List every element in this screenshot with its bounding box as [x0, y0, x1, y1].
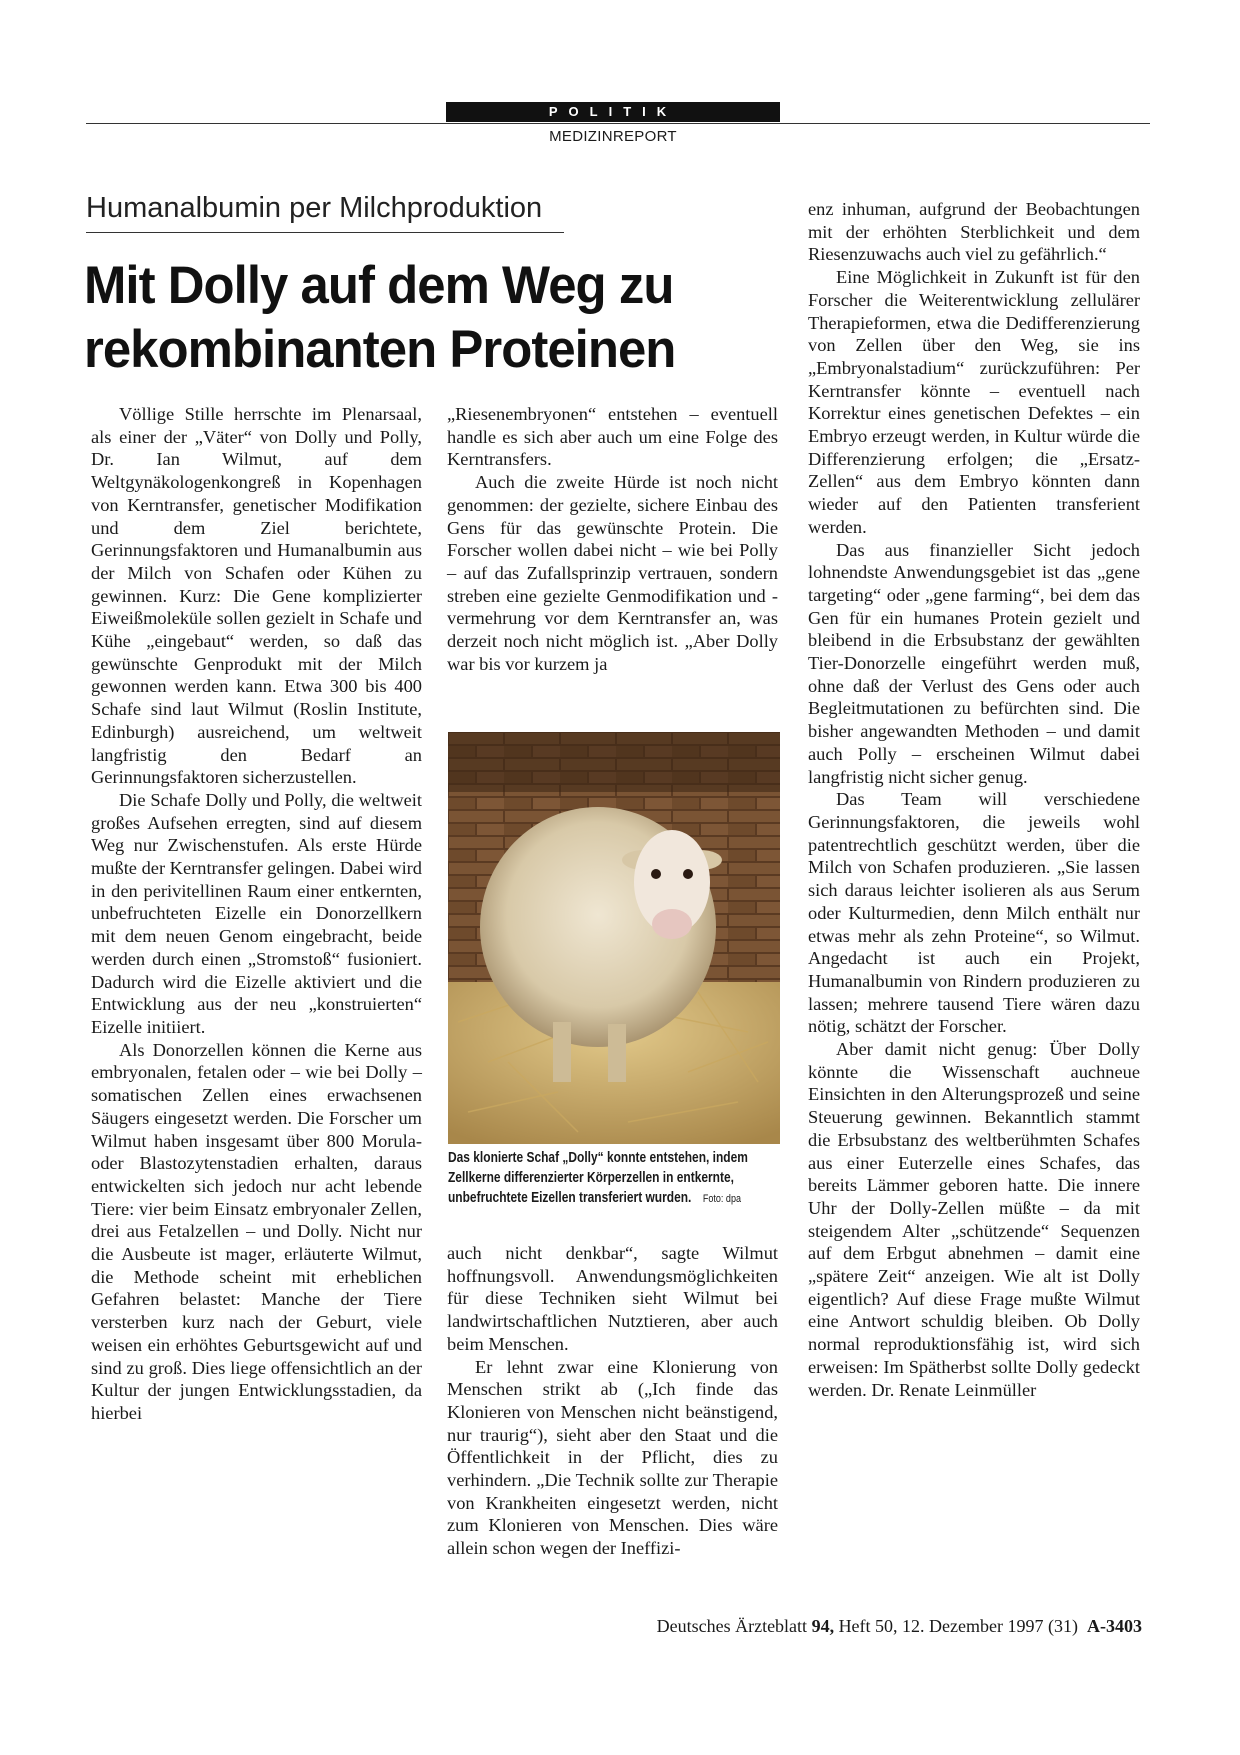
paragraph: enz inhuman, aufgrund der Beobachtungen mit der erhöhten Sterblichkeit und dem Riesenzuwachs auch viel zu gefährlich.“	[808, 199, 1140, 265]
paragraph: auch nicht denkbar“, sagte Wilmut hoffnungsvoll. Anwendungsmöglichkeiten für diese Techniken sieht Wilmut bei landwirtschaftlichen Nutztieren, aber auch beim Menschen.	[447, 1243, 778, 1354]
paragraph: Die Schafe Dolly und Polly, die weltweit großes Aufsehen erregten, sind auf diesem Weg nur Zwischenstufen. Als erste Hürde mußte der Kerntransfer gelingen. Dabei wird in den perivitellinen Raum einer entkernten, unbefruchteten Eizelle ein Donorzellkern mit dem neuen Genom eingebracht, beide werden durch einen „Stromstoß“ fusioniert. Dadurch wird die Eizelle aktiviert und die Entwicklung aus der neu „konstruierten“ Eizelle initiiert.	[91, 789, 422, 1037]
article-kicker: Humanalbumin per Milchproduktion	[86, 192, 543, 224]
paragraph: Auch die zweite Hürde ist noch nicht genommen: der gezielte, sichere Einbau des Gens für das gewünschte Protein. Die Forscher wollen dabei nicht – wie bei Polly – auf das Zufallsprinzip vertrauen, sondern streben eine gezielte Genmodifikation und -vermehrung vor dem Kerntransfer an, was derzeit noch nicht möglich ist. „Aber Dolly war bis vor kurzem ja	[447, 472, 778, 674]
paragraph: Völlige Stille herrschte im Plenarsaal, als einer der „Väter“ von Dolly und Polly, Dr. Ian Wilmut, auf dem Weltgynäkologenkongreß in Kopenhagen von Kerntransfer, genetischer Modifikation und dem Ziel berichtete, Gerinnungsfaktoren und Humanalbumin aus der Milch von Schafen oder Kühen zu gewinnen. Kurz: Die Gene komplizierter Eiweißmoleküle sollen gezielt in Schafe und Kühe „eingebaut“ werden, so daß das gewünschte Genprodukt mit der Milch gewonnen werden kann. Etwa 300 bis 400 Schafe sind laut Wilmut (Roslin Institute, Edinburgh) ausreichend, um weltweit langfristig den Bedarf an Gerinnungsfaktoren sicherzustellen.	[91, 404, 422, 788]
subsection-label: MEDIZINREPORT	[549, 128, 677, 145]
section-label: POLITIK	[446, 102, 780, 122]
page-number: A-3403	[1087, 1616, 1142, 1636]
photo-caption	[448, 1148, 783, 1209]
sheep-icon	[448, 732, 780, 1144]
paragraph: Er lehnt zwar eine Klonierung von Menschen strikt ab („Ich finde das Klonieren von Menschen nicht beänstigend, nur traurig“), sieht aber den Staat und die Öffentlichkeit in der Pflicht, dies zu verhindern. „Die Technik sollte zur Therapie von Krankheiten eingesetzt werden, nicht zum Klonieren von Menschen. Dies wäre allein schon wegen der Ineffizi-	[447, 1356, 778, 1559]
paragraph: Das aus finanzieller Sicht jedoch lohnendste Anwendungsgebiet ist das „gene targeting“ oder „gene farming“, bei dem das Gen für ein humanes Protein gezielt und bleibend in die Erbsubstanz der gewählten Tier-Donorzelle eingeführt werden muß, ohne daß der Verlust des Gens oder auch Begleitmutationen zu befürchten sind. Die bisher angewandten Methoden – und damit auch Polly – erscheinen Wilmut dabei langfristig nicht sicher genug.	[808, 539, 1140, 787]
column-2-bottom	[447, 1242, 778, 1560]
journal-volume: 94,	[811, 1616, 835, 1636]
paragraph: Das Team will verschiedene Gerinnungsfaktoren, die jeweils wohl patentrechtlich geschützt werden, über die Milch von Schafen produzieren. „Sie lassen sich daraus leichter isolieren als aus Serum oder Kulturmedien, denn Milch enthält nur etwas mehr als zehn Proteine“, so Wilmut. Angedacht ist auch ein Projekt, Humanalbumin von Rindern produzieren zu lassen; mehrere tausend Tiere wären dazu nötig, schätzt der Forscher.	[808, 789, 1140, 1037]
paragraph: Aber damit nicht genug: Über Dolly könnte die Wissenschaft auchneue Einsichten in den Alterungsprozeß und seine Steuerung gewinnen. Bekanntlich stammt die Erbsubstanz des weltberühmten Schafes aus einer Euterzelle eines Schafes, das bereits Lämmer geboren hatte. Die innere Uhr der Dolly-Zellen müßte – da mit steigendem Alter „schützende“ Sequenzen auf dem Erbgut abnehmen – damit eine „spätere Zeit“ anzeigen. Wie alt ist Dolly eigentlich? Auf diese Frage mußte Wilmut eine Antwort schuldig bleiben. Ob Dolly normal reproduktionsfähig ist, wird sich erweisen: Im Spätherbst sollte Dolly gedeckt werden. Dr. Renate Leinmüller	[808, 1039, 1140, 1400]
paragraph: Als Donorzellen können die Kerne aus embryonalen, fetalen oder – wie bei Dolly – somatischen Zellen eines erwachsenen Säugers eingesetzt werden. Die Forscher um Wilmut haben insgesamt über 800 Morula- oder Blastozytenstadien erhalten, daraus entwickelten sich jedoch nur acht lebende Tiere: vier beim Einsatz embryonaler Zellen, drei aus Fetalzellen – und Dolly. Nicht nur die Ausbeute ist mager, erläuterte Wilmut, die Methode scheint mit erheblichen Gefahren belastet: Manche der Tiere versterben kurz nach der Geburt, viele weisen ein erhöhtes Geburtsgewicht auf und sind zu groß. Dies liege offensichtlich an der Kultur der jungen Entwicklungsstadien, da hierbei	[91, 1039, 422, 1423]
column-2-top	[447, 403, 778, 675]
column-3	[808, 198, 1140, 1401]
top-rule	[86, 123, 1150, 124]
page-footer	[657, 1616, 1142, 1637]
paragraph: Eine Möglichkeit in Zukunft ist für den Forscher die Weiterentwicklung zellulärer Therapieformen, etwa die Dedifferenzierung von Zellen über den Weg, sie ins „Embryonalstadium“ zurückzuführen: Per Kerntransfer könnte – eventuell nach Korrektur eines genetischen Defektes – ein Embryo erzeugt werden, in Kultur würde die Differenzierung erfolgen; die „Ersatz-Zellen“ aus dem Embryo könnten dann wieder auf den Patienten transferient werden.	[808, 267, 1140, 537]
sheep-photo	[448, 732, 780, 1144]
article-headline: Mit Dolly auf dem Weg zu rekombinanten Proteinen	[84, 256, 676, 379]
kicker-rule	[86, 232, 564, 233]
photo-credit: Foto: dpa	[702, 1193, 741, 1205]
column-1	[91, 403, 422, 1425]
paragraph: „Riesenembryonen“ entstehen – eventuell handle es sich aber auch um eine Folge des Kerntransfers.	[447, 404, 778, 470]
caption-text: Das klonierte Schaf „Dolly“ konnte entstehen, indem Zellkerne differenzierter Körperzellen in entkernte, unbefruchtete Eizellen transferiert wurden.	[448, 1150, 748, 1206]
journal-name: Deutsches Ärzteblatt	[656, 1616, 808, 1636]
journal-issue: Heft 50, 12. Dezember 1997 (31)	[838, 1616, 1078, 1636]
